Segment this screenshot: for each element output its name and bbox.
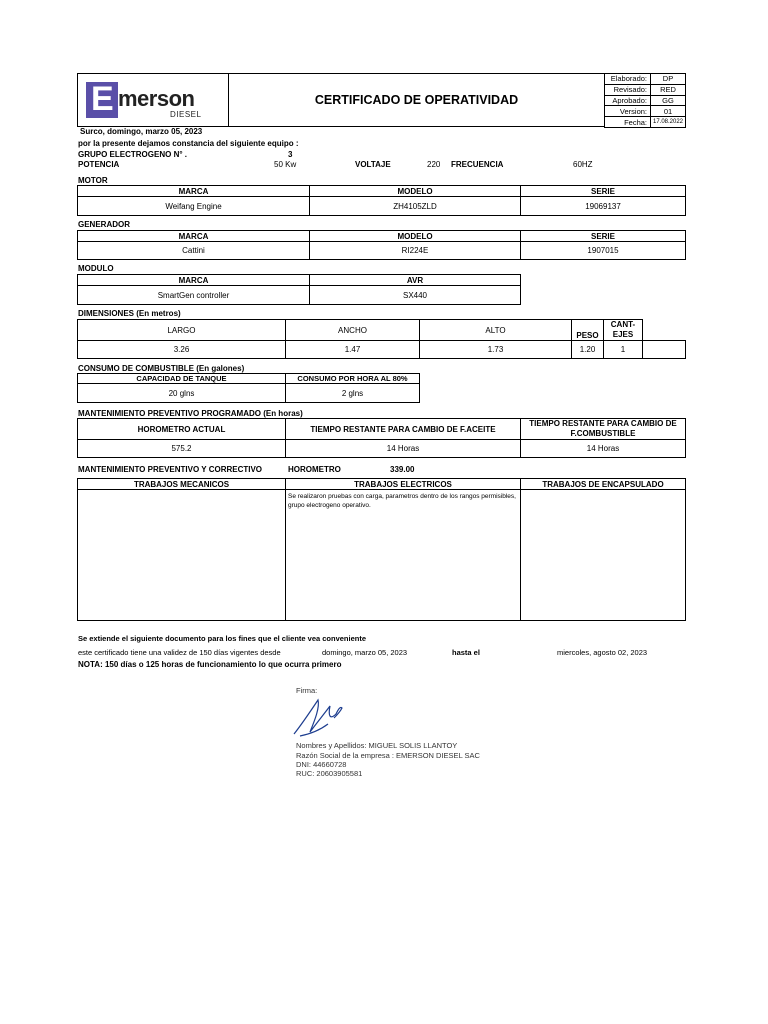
firma-nombre: Nombres y Apellidos: MIGUEL SOLIS LLANTOY [296,741,458,750]
motor-modelo: ZH4105ZLD [310,197,521,216]
comb-header-capacidad: CAPACIDAD DE TANQUE [78,374,286,384]
corr-encapsulado [521,490,686,621]
mant-header-aceite: TIEMPO RESTANTE PARA CAMBIO DE F.ACEITE [286,419,521,440]
mant-combustible: 14 Horas [521,440,686,458]
mantenimiento-table [77,418,686,458]
motor-marca: Weifang Engine [78,197,310,216]
dim-header-peso: PESO [572,320,604,341]
generador-section-title: GENERADOR [78,220,131,229]
voltaje-value: 220 [427,160,441,169]
generador-header-modelo: MODELO [310,231,521,242]
footer-hasta: hasta el [452,648,480,657]
dim-alto: 1.73 [420,341,572,359]
modulo-marca: SmartGen controller [78,286,310,305]
meta-value: RED [651,84,686,95]
potencia-label: POTENCIA [78,160,120,169]
meta-label: Fecha: [605,117,651,128]
motor-header-modelo: MODELO [310,186,521,197]
motor-header-serie: SERIE [521,186,686,197]
statement: por la presente dejamos constancia del siguiente equipo : [78,139,299,148]
modulo-header-marca: MARCA [78,275,310,286]
frecuencia-value: 60HZ [573,160,593,169]
meta-label: Version: [605,106,651,117]
modulo-section-title: MODULO [78,264,114,273]
document-title: CERTIFICADO DE OPERATIVIDAD [314,93,519,107]
footer-nota: NOTA: 150 días o 125 horas de funcionamiento lo que ocurra primero [78,660,342,669]
motor-serie: 19069137 [521,197,686,216]
date-line: Surco, domingo, marzo 05, 2023 [80,127,203,136]
dim-header-ejes: CANT-EJES [604,320,643,341]
meta-value: DP [651,74,686,85]
generador-header-serie: SERIE [521,231,686,242]
logo-word: merson [118,86,195,111]
logo-sub: DIESEL [170,110,202,119]
dim-largo: 3.26 [78,341,286,359]
dimensiones-section-title: DIMENSIONES (En metros) [78,309,181,318]
grupo-label: GRUPO ELECTROGENO N° . [78,150,187,159]
corr-header-encapsulado: TRABAJOS DE ENCAPSULADO [521,479,686,490]
modulo-avr: SX440 [310,286,521,305]
corr-mecanicos [78,490,286,621]
meta-label: Aprobado: [605,95,651,106]
frecuencia-label: FRECUENCIA [451,160,504,169]
dim-header-largo: LARGO [78,320,286,341]
generador-serie: 1907015 [521,242,686,260]
dim-header-ancho: ANCHO [286,320,420,341]
dim-peso: 1.20 [572,341,604,359]
correctivo-section-title: MANTENIMIENTO PREVENTIVO Y CORRECTIVO [78,465,263,474]
generador-modelo: RI224E [310,242,521,260]
emerson-logo [78,74,228,126]
mant-header-combustible: TIEMPO RESTANTE PARA CAMBIO DE F.COMBUSTIBLE [521,419,686,440]
generador-table [77,230,686,260]
correctivo-horometro-value: 339.00 [390,465,415,474]
meta-label: Elaborado: [605,74,651,85]
firma-ruc: RUC: 20603905581 [296,769,363,778]
corr-header-mecanicos: TRABAJOS MECANICOS [78,479,286,490]
correctivo-table [77,478,686,621]
logo-e-block: E [86,82,118,118]
comb-header-consumo: CONSUMO POR HORA AL 80% [286,374,420,384]
comb-capacidad: 20 glns [78,384,286,403]
combustible-table [77,373,420,403]
modulo-header-avr: AVR [310,275,521,286]
meta-value: 01 [651,106,686,117]
dim-ancho: 1.47 [286,341,420,359]
mant-horometro: 575.2 [78,440,286,458]
grupo-value: 3 [288,150,293,159]
dim-empty-cell [643,341,686,359]
correctivo-horometro-label: HOROMETRO [288,465,341,474]
mant-aceite: 14 Horas [286,440,521,458]
motor-section-title: MOTOR [78,176,108,185]
voltaje-label: VOLTAJE [355,160,391,169]
mant-header-horometro: HOROMETRO ACTUAL [78,419,286,440]
footer-line2: este certificado tiene una validez de 150 días vigentes desde [78,648,281,657]
generador-marca: Cattini [78,242,310,260]
meta-value: 17.08.2022 [651,117,686,128]
firma-label: Firma: [296,686,318,695]
mantenimiento-section-title: MANTENIMIENTO PREVENTIVO PROGRAMADO (En horas) [78,409,303,418]
dim-empty [643,320,686,341]
comb-consumo: 2 glns [286,384,420,403]
title-cell [229,74,605,127]
meta-value: GG [651,95,686,106]
firma-razon: Razón Social de la empresa : EMERSON DIESEL SAC [296,751,480,760]
motor-table [77,185,686,216]
modulo-table [77,274,521,305]
footer-line1: Se extiende el siguiente documento para los fines que el cliente vea conveniente [78,634,367,643]
meta-label: Revisado: [605,84,651,95]
corr-electricos: Se realizaron pruebas con carga, parametros dentro de los rangos permisibles, grupo electrogeno operativo. [286,490,521,621]
firma-dni: DNI: 44660728 [296,760,347,769]
signature-image [290,694,350,740]
dim-header-alto: ALTO [420,320,572,341]
corr-header-electricos: TRABAJOS ELECTRICOS [286,479,521,490]
footer-date-to: miercoles, agosto 02, 2023 [557,648,648,657]
potencia-value: 50 Kw [274,160,297,169]
footer-date-from: domingo, marzo 05, 2023 [322,648,408,657]
motor-header-marca: MARCA [78,186,310,197]
generador-header-marca: MARCA [78,231,310,242]
dim-ejes: 1 [604,341,643,359]
meta-table [604,73,686,128]
combustible-section-title: CONSUMO DE COMBUSTIBLE (En galones) [78,364,245,373]
dimensiones-table [77,319,686,359]
